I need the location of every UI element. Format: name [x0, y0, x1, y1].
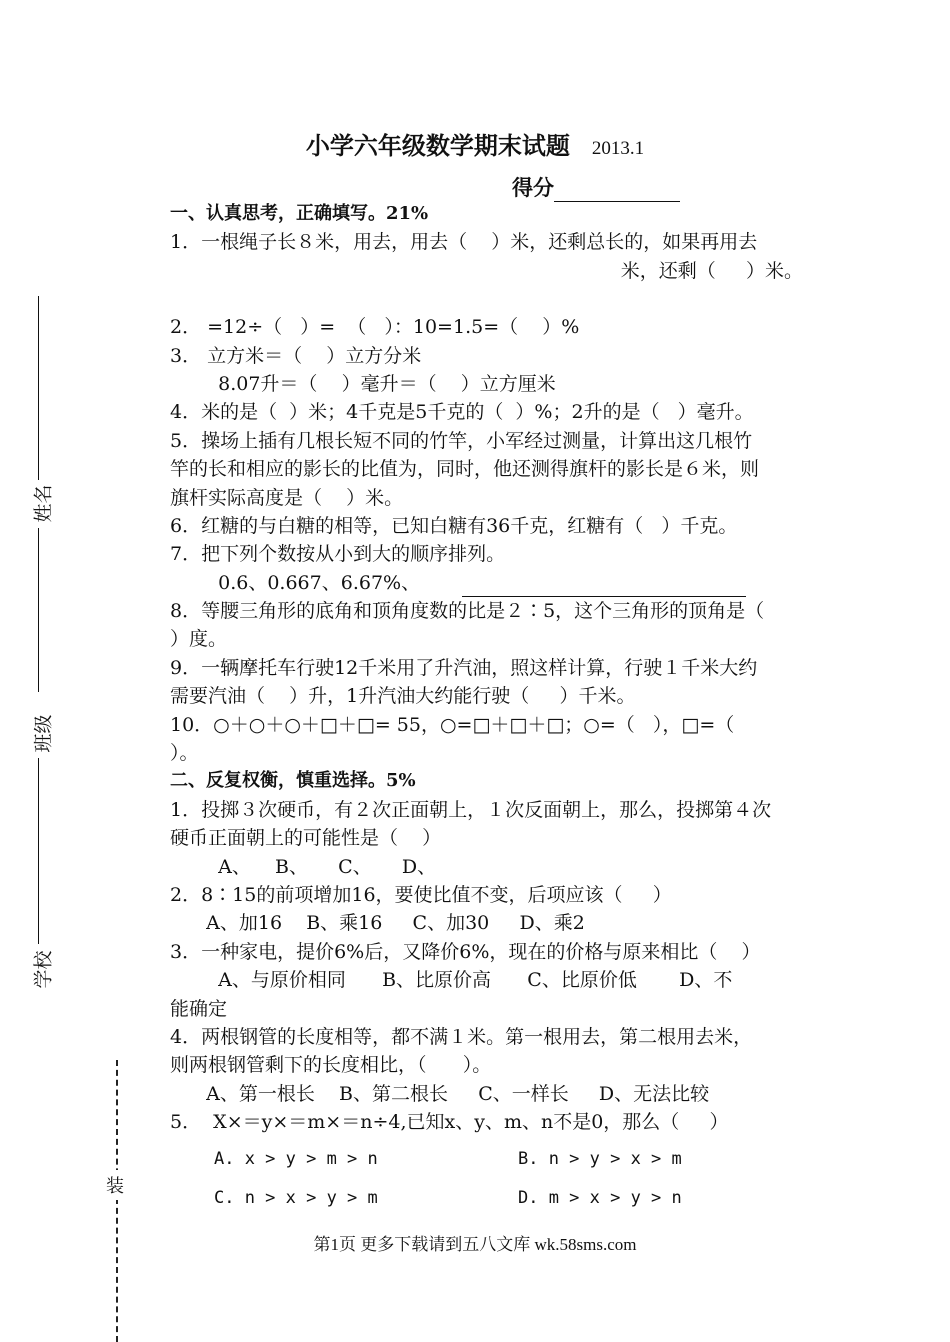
exam-content	[170, 200, 860, 1215]
section2-heading: 二、反复权衡，慎重选择。5%	[170, 770, 416, 792]
s2-q1-line2: 硬币正面朝上的可能性是（ ）	[170, 827, 442, 850]
title-year: 2013.1	[591, 138, 645, 159]
section1-heading: 一、认真思考，正确填写。21%	[170, 203, 429, 224]
q1-line: 1．一根绳子长８米，用去，用去（ ）米，还剩总长的，如果再用去	[170, 231, 758, 254]
s2-q3-options-cont: 能确定	[170, 997, 228, 1020]
name-label: 姓名	[32, 484, 55, 523]
s2-q5-line: 5． X×＝y×＝m×＝n÷4,已知x、y、m、n不是0，那么（ ）	[170, 1111, 729, 1134]
q7-line: 7．把下列个数按从小到大的顺序排列。	[170, 543, 506, 566]
s2-q1-options: A、 B、 C、 D、	[200, 855, 437, 878]
s2-q5-option-d: D. m > x > y > n	[518, 1187, 682, 1208]
s2-q4-line: 4．两根钢管的长度相等，都不满１米。第一根用去，第二根用去米，	[170, 1025, 753, 1048]
q4-line: 4．米的是（ ）米；4千克是5千克的（ ）%；2升的是（ ）毫升。	[170, 401, 754, 424]
q10-line2: ）。	[170, 742, 199, 765]
q8-line2: ）度。	[170, 628, 228, 651]
s2-q1-line: 1．投掷３次硬币，有２次正面朝上，１次反面朝上，那么，投掷第４次	[170, 798, 772, 821]
s2-q5-option-c: C. n > x > y > m	[214, 1187, 378, 1208]
score-label: 得分	[512, 175, 554, 200]
q7-answer-line[interactable]	[462, 576, 746, 597]
score-blank[interactable]	[554, 179, 680, 202]
q5-line: 5．操场上插有几根长短不同的竹竿，小军经过测量，计算出这几根竹	[170, 429, 753, 452]
q3-line2: 8.07升＝（ ）毫升＝（ ）立方厘米	[200, 372, 556, 395]
q9-line: 9．一辆摩托车行驶12千米用了升汽油，照这样计算，行驶１千米大约	[170, 656, 758, 679]
page-title	[0, 126, 950, 161]
q5-line2: 竿的长和相应的影长的比值为，同时，他还测得旗杆的影长是６米，则	[170, 458, 760, 481]
school-line	[38, 758, 39, 944]
s2-q2-line: 2．8∶15的前项增加16，要使比值不变，后项应该（ ）	[170, 883, 672, 906]
s2-q3-options: A、与原价相同 B、比原价高 C、比原价低 D、不	[200, 969, 733, 992]
name-line	[38, 296, 39, 480]
q10-line: 10．○＋○＋○＋□＋□= 55，○=□＋□＋□；○=（ ），□=（	[170, 713, 735, 736]
s2-q5-options-row2	[170, 1176, 860, 1215]
binding-dashed-line	[116, 1060, 118, 1342]
class-label: 班级	[32, 714, 55, 753]
school-label: 学校	[32, 950, 55, 989]
title-text: 小学六年级数学期末试题	[305, 131, 570, 160]
q5-line3: 旗杆实际高度是（ ）米。	[170, 486, 404, 509]
q2-line: 2． =12÷（ ）= （ ）：10=1.5=（ ）%	[170, 316, 580, 339]
q9-line2: 需要汽油（ ）升，1升汽油大约能行驶（ ）千米。	[170, 685, 636, 708]
s2-q5-options-row1	[170, 1137, 860, 1176]
page-footer: 第1页 更多下载请到五八文库 wk.58sms.com	[313, 1235, 637, 1254]
binding-label: 装	[106, 1170, 124, 1200]
q8-line: 8．等腰三角形的底角和顶角度数的比是２∶5，这个三角形的顶角是（	[170, 600, 765, 623]
score-field	[512, 172, 680, 202]
s2-q2-options: A、加16 B、乘16 C、加30 D、乘2	[182, 912, 585, 935]
s2-q3-line: 3．一种家电，提价6%后，又降价6%，现在的价格与原来相比（ ）	[170, 940, 761, 963]
q7-numbers	[170, 569, 860, 597]
class-line	[38, 528, 39, 692]
q1-line2: 米，还剩（ ）米。	[500, 259, 803, 282]
s2-q5-option-b: B. n > y > x > m	[518, 1148, 682, 1169]
s2-q5-option-a: A. x > y > m > n	[214, 1148, 378, 1169]
q6-line: 6．红糖的与白糖的相等，已知白糖有36千克，红糖有（ ）千克。	[170, 514, 738, 537]
q3-line: 3． 立方米＝（ ）立方分米	[170, 344, 422, 367]
q7-numbers-text: 0.6、0.667、6.67%、	[200, 571, 421, 594]
s2-q4-line2: 则两根钢管剩下的长度相比，（ ）。	[170, 1054, 492, 1077]
s2-q4-options: A、第一根长 B、第二根长 C、一样长 D、无法比较	[182, 1082, 710, 1105]
